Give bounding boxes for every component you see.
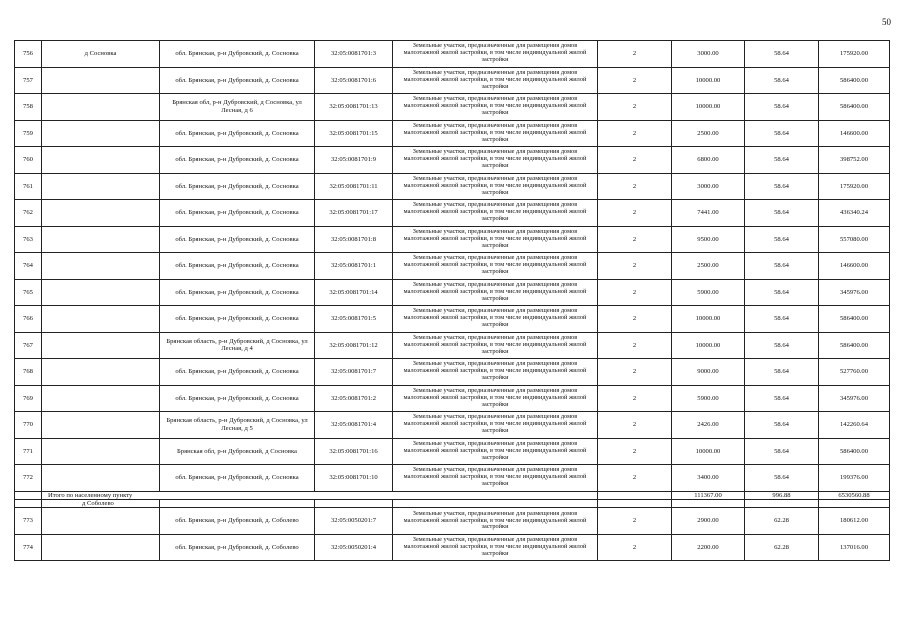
cadastral-number: 32:05:0081701:15 xyxy=(315,120,393,147)
land-purpose: Земельные участки, предназначенные для размещения домов малоэтажной жилой застройки, в том числе индивидуальной жилой застройки xyxy=(393,41,598,68)
parcel-area: 3000.00 xyxy=(672,173,745,200)
specific-value: 58.64 xyxy=(745,438,819,465)
purpose-group: 2 xyxy=(598,359,672,386)
purpose-group: 2 xyxy=(598,279,672,306)
land-purpose: Земельные участки, предназначенные для размещения домов малоэтажной жилой застройки, в том числе индивидуальной жилой застройки xyxy=(393,438,598,465)
row-number: 764 xyxy=(15,253,42,280)
parcel-area: 2200.00 xyxy=(672,534,745,561)
land-purpose: Земельные участки, предназначенные для размещения домов малоэтажной жилой застройки, в том числе индивидуальной жилой застройки xyxy=(393,359,598,386)
parcel-area: 3000.00 xyxy=(672,41,745,68)
settlement-cell xyxy=(42,412,160,439)
land-purpose: Земельные участки, предназначенные для размещения домов малоэтажной жилой застройки, в том числе индивидуальной жилой застройки xyxy=(393,147,598,174)
land-purpose: Земельные участки, предназначенные для размещения домов малоэтажной жилой застройки, в том числе индивидуальной жилой застройки xyxy=(393,120,598,147)
row-number: 766 xyxy=(15,306,42,333)
settlement-empty-cell xyxy=(160,499,315,507)
parcel-address: обл. Брянская, р-н Дубровский, д. Сосновка xyxy=(160,306,315,333)
purpose-group: 2 xyxy=(598,508,672,535)
table-row xyxy=(15,332,890,359)
cadastral-value: 586400.00 xyxy=(819,306,890,333)
settlement-cell xyxy=(42,226,160,253)
cadastral-number: 32:05:0081701:17 xyxy=(315,200,393,227)
parcel-area: 2500.00 xyxy=(672,120,745,147)
specific-value: 58.64 xyxy=(745,67,819,94)
row-number: 756 xyxy=(15,41,42,68)
cadastral-value: 175920.00 xyxy=(819,41,890,68)
purpose-group: 2 xyxy=(598,173,672,200)
parcel-address: Брянская обл, р-н Дубровский, д Сосновка, ул Лесная, д 6 xyxy=(160,94,315,121)
row-number: 761 xyxy=(15,173,42,200)
parcel-address: обл. Брянская, р-н Дубровский, д. Сосновка xyxy=(160,147,315,174)
settlement-cell xyxy=(42,508,160,535)
total-label: Итого по населенному пункту xyxy=(42,491,598,499)
table-row xyxy=(15,253,890,280)
cadastral-number: 32:05:0081701:12 xyxy=(315,332,393,359)
cadastral-value: 398752.00 xyxy=(819,147,890,174)
cadastral-number: 32:05:0081701:13 xyxy=(315,94,393,121)
parcel-address: обл. Брянская, р-н Дубровский, д. Сосновка xyxy=(160,253,315,280)
table-row xyxy=(15,385,890,412)
settlement-empty-cell xyxy=(672,499,745,507)
specific-value: 58.64 xyxy=(745,412,819,439)
specific-value: 58.64 xyxy=(745,200,819,227)
cadastral-number: 32:05:0081701:5 xyxy=(315,306,393,333)
parcel-address: обл. Брянская, р-н Дубровский, д. Сосновка xyxy=(160,173,315,200)
parcel-address: обл. Брянская, р-н Дубровский, д. Сосновка xyxy=(160,120,315,147)
cadastral-value: 345976.00 xyxy=(819,279,890,306)
purpose-group: 2 xyxy=(598,94,672,121)
cadastral-number: 32:05:0081701:1 xyxy=(315,253,393,280)
specific-value: 58.64 xyxy=(745,226,819,253)
parcel-area: 6800.00 xyxy=(672,147,745,174)
land-purpose: Земельные участки, предназначенные для размещения домов малоэтажной жилой застройки, в том числе индивидуальной жилой застройки xyxy=(393,412,598,439)
settlement-cell xyxy=(42,385,160,412)
purpose-group: 2 xyxy=(598,306,672,333)
specific-value: 58.64 xyxy=(745,120,819,147)
parcel-area: 5900.00 xyxy=(672,279,745,306)
land-purpose: Земельные участки, предназначенные для размещения домов малоэтажной жилой застройки, в том числе индивидуальной жилой застройки xyxy=(393,226,598,253)
purpose-group: 2 xyxy=(598,412,672,439)
cadastral-number: 32:05:0081701:14 xyxy=(315,279,393,306)
settlement-cell xyxy=(42,200,160,227)
purpose-group: 2 xyxy=(598,385,672,412)
settlement-header-row xyxy=(15,499,890,507)
cadastral-number: 32:05:0081701:8 xyxy=(315,226,393,253)
land-purpose: Земельные участки, предназначенные для размещения домов малоэтажной жилой застройки, в том числе индивидуальной жилой застройки xyxy=(393,465,598,492)
row-number: 771 xyxy=(15,438,42,465)
parcel-area: 7441.00 xyxy=(672,200,745,227)
table-row xyxy=(15,412,890,439)
specific-value: 58.64 xyxy=(745,253,819,280)
land-purpose: Земельные участки, предназначенные для размещения домов малоэтажной жилой застройки, в том числе индивидуальной жилой застройки xyxy=(393,508,598,535)
cadastral-number: 32:05:0081701:2 xyxy=(315,385,393,412)
row-number: 757 xyxy=(15,67,42,94)
specific-value: 58.64 xyxy=(745,147,819,174)
row-number: 760 xyxy=(15,147,42,174)
settlement-cell xyxy=(42,534,160,561)
total-value: 6530560.88 xyxy=(819,491,890,499)
cadastral-value: 557080.00 xyxy=(819,226,890,253)
parcel-address: Брянская область, р-н Дубровский, д Сосновка, ул Лесная, д 4 xyxy=(160,332,315,359)
table-row xyxy=(15,120,890,147)
cadastral-number: 32:05:0081701:10 xyxy=(315,465,393,492)
settlement-empty-cell xyxy=(315,499,393,507)
settlement-cell xyxy=(42,120,160,147)
settlement-cell xyxy=(42,306,160,333)
parcel-address: обл. Брянская, р-н Дубровский, д. Сосновка xyxy=(160,41,315,68)
specific-value: 58.64 xyxy=(745,332,819,359)
parcel-address: обл. Брянская, р-н Дубровский, д. Соболево xyxy=(160,508,315,535)
cadastral-value: 586400.00 xyxy=(819,438,890,465)
purpose-group: 2 xyxy=(598,120,672,147)
settlement-total-row xyxy=(15,491,890,499)
total-area: 111367.00 xyxy=(672,491,745,499)
row-number: 759 xyxy=(15,120,42,147)
parcel-address: обл. Брянская, р-н Дубровский, д. Сосновка xyxy=(160,385,315,412)
cadastral-number: 32:05:0050201:4 xyxy=(315,534,393,561)
specific-value: 58.64 xyxy=(745,306,819,333)
table-row xyxy=(15,147,890,174)
settlement-cell xyxy=(42,173,160,200)
cadastral-value: 137016.00 xyxy=(819,534,890,561)
purpose-group: 2 xyxy=(598,67,672,94)
table-row xyxy=(15,41,890,68)
settlement-cell xyxy=(42,359,160,386)
settlement-cell xyxy=(42,94,160,121)
cadastral-value: 146600.00 xyxy=(819,120,890,147)
land-purpose: Земельные участки, предназначенные для размещения домов малоэтажной жилой застройки, в том числе индивидуальной жилой застройки xyxy=(393,173,598,200)
table-row xyxy=(15,465,890,492)
row-number: 762 xyxy=(15,200,42,227)
parcel-area: 2500.00 xyxy=(672,253,745,280)
land-purpose: Земельные участки, предназначенные для размещения домов малоэтажной жилой застройки, в том числе индивидуальной жилой застройки xyxy=(393,200,598,227)
specific-value: 58.64 xyxy=(745,41,819,68)
settlement-empty-cell xyxy=(598,499,672,507)
parcel-address: обл. Брянская, р-н Дубровский, д. Сосновка xyxy=(160,67,315,94)
land-purpose: Земельные участки, предназначенные для размещения домов малоэтажной жилой застройки, в том числе индивидуальной жилой застройки xyxy=(393,279,598,306)
specific-value: 58.64 xyxy=(745,465,819,492)
table-row xyxy=(15,200,890,227)
parcel-address: Брянская область, р-н Дубровский, д Сосновка, ул Лесная, д 5 xyxy=(160,412,315,439)
purpose-group: 2 xyxy=(598,200,672,227)
land-purpose: Земельные участки, предназначенные для размещения домов малоэтажной жилой застройки, в том числе индивидуальной жилой застройки xyxy=(393,306,598,333)
table-row xyxy=(15,359,890,386)
cadastral-number: 32:05:0081701:4 xyxy=(315,412,393,439)
cadastral-value: 586400.00 xyxy=(819,332,890,359)
purpose-group: 2 xyxy=(598,465,672,492)
settlement-spacer xyxy=(15,499,42,507)
row-number: 767 xyxy=(15,332,42,359)
specific-value: 58.64 xyxy=(745,173,819,200)
specific-value: 58.64 xyxy=(745,359,819,386)
table-row xyxy=(15,173,890,200)
row-number: 773 xyxy=(15,508,42,535)
cadastral-value: 527760.00 xyxy=(819,359,890,386)
specific-value: 58.64 xyxy=(745,94,819,121)
land-purpose: Земельные участки, предназначенные для размещения домов малоэтажной жилой застройки, в том числе индивидуальной жилой застройки xyxy=(393,534,598,561)
row-number: 763 xyxy=(15,226,42,253)
parcel-area: 5900.00 xyxy=(672,385,745,412)
cadastral-value: 586400.00 xyxy=(819,67,890,94)
total-spacer xyxy=(15,491,42,499)
settlement-cell: д Сосновка xyxy=(42,41,160,68)
cadastral-value: 146600.00 xyxy=(819,253,890,280)
cadastral-number: 32:05:0081701:9 xyxy=(315,147,393,174)
settlement-empty-cell xyxy=(819,499,890,507)
specific-value: 62.28 xyxy=(745,534,819,561)
cadastral-number: 32:05:0081701:16 xyxy=(315,438,393,465)
parcel-address: обл. Брянская, р-н Дубровский, д. Сосновка xyxy=(160,359,315,386)
settlement-cell xyxy=(42,253,160,280)
table-row xyxy=(15,226,890,253)
land-purpose: Земельные участки, предназначенные для размещения домов малоэтажной жилой застройки, в том числе индивидуальной жилой застройки xyxy=(393,385,598,412)
parcel-area: 9000.00 xyxy=(672,359,745,386)
purpose-group: 2 xyxy=(598,438,672,465)
table-body xyxy=(15,41,890,561)
parcel-address: обл. Брянская, р-н Дубровский, д. Сосновка xyxy=(160,465,315,492)
purpose-group: 2 xyxy=(598,332,672,359)
cadastral-value: 436340.24 xyxy=(819,200,890,227)
settlement-empty-cell xyxy=(745,499,819,507)
parcel-address: обл. Брянская, р-н Дубровский, д. Соболево xyxy=(160,534,315,561)
parcel-area: 2426.00 xyxy=(672,412,745,439)
cadastral-number: 32:05:0081701:7 xyxy=(315,359,393,386)
cadastral-value: 199376.00 xyxy=(819,465,890,492)
parcel-area: 10000.00 xyxy=(672,438,745,465)
land-purpose: Земельные участки, предназначенные для размещения домов малоэтажной жилой застройки, в том числе индивидуальной жилой застройки xyxy=(393,253,598,280)
parcel-area: 3400.00 xyxy=(672,465,745,492)
table-row xyxy=(15,438,890,465)
page-number: 50 xyxy=(882,17,891,27)
row-number: 774 xyxy=(15,534,42,561)
parcel-area: 10000.00 xyxy=(672,94,745,121)
settlement-name: д Соболево xyxy=(42,499,160,507)
total-rate: 996.88 xyxy=(745,491,819,499)
land-purpose: Земельные участки, предназначенные для размещения домов малоэтажной жилой застройки, в том числе индивидуальной жилой застройки xyxy=(393,94,598,121)
total-empty xyxy=(598,491,672,499)
settlement-empty-cell xyxy=(393,499,598,507)
cadastral-value: 586400.00 xyxy=(819,94,890,121)
row-number: 769 xyxy=(15,385,42,412)
cadastral-value: 180612.00 xyxy=(819,508,890,535)
cadastral-number: 32:05:0081701:6 xyxy=(315,67,393,94)
row-number: 765 xyxy=(15,279,42,306)
specific-value: 58.64 xyxy=(745,385,819,412)
row-number: 772 xyxy=(15,465,42,492)
parcel-address: Брянская обл, р-н Дубровский, д Сосновка xyxy=(160,438,315,465)
cadastral-value-table xyxy=(14,40,890,561)
settlement-cell xyxy=(42,147,160,174)
table-row xyxy=(15,508,890,535)
cadastral-value: 345976.00 xyxy=(819,385,890,412)
cadastral-value: 142260.64 xyxy=(819,412,890,439)
land-purpose: Земельные участки, предназначенные для размещения домов малоэтажной жилой застройки, в том числе индивидуальной жилой застройки xyxy=(393,67,598,94)
parcel-area: 9500.00 xyxy=(672,226,745,253)
table-row xyxy=(15,306,890,333)
table-row xyxy=(15,534,890,561)
row-number: 768 xyxy=(15,359,42,386)
parcel-address: обл. Брянская, р-н Дубровский, д. Сосновка xyxy=(160,226,315,253)
table-row xyxy=(15,94,890,121)
purpose-group: 2 xyxy=(598,253,672,280)
specific-value: 58.64 xyxy=(745,279,819,306)
table-row xyxy=(15,279,890,306)
parcel-area: 10000.00 xyxy=(672,332,745,359)
purpose-group: 2 xyxy=(598,226,672,253)
parcel-area: 10000.00 xyxy=(672,67,745,94)
parcel-address: обл. Брянская, р-н Дубровский, д. Сосновка xyxy=(160,200,315,227)
row-number: 770 xyxy=(15,412,42,439)
parcel-area: 10000.00 xyxy=(672,306,745,333)
settlement-cell xyxy=(42,438,160,465)
land-purpose: Земельные участки, предназначенные для размещения домов малоэтажной жилой застройки, в том числе индивидуальной жилой застройки xyxy=(393,332,598,359)
cadastral-number: 32:05:0050201:7 xyxy=(315,508,393,535)
settlement-cell xyxy=(42,465,160,492)
purpose-group: 2 xyxy=(598,41,672,68)
settlement-cell xyxy=(42,332,160,359)
purpose-group: 2 xyxy=(598,534,672,561)
cadastral-number: 32:05:0081701:11 xyxy=(315,173,393,200)
cadastral-number: 32:05:0081701:3 xyxy=(315,41,393,68)
row-number: 758 xyxy=(15,94,42,121)
cadastral-value: 175920.00 xyxy=(819,173,890,200)
table-row xyxy=(15,67,890,94)
settlement-cell xyxy=(42,67,160,94)
parcel-address: обл. Брянская, р-н Дубровский, д. Сосновка xyxy=(160,279,315,306)
parcel-area: 2900.00 xyxy=(672,508,745,535)
settlement-cell xyxy=(42,279,160,306)
purpose-group: 2 xyxy=(598,147,672,174)
specific-value: 62.28 xyxy=(745,508,819,535)
